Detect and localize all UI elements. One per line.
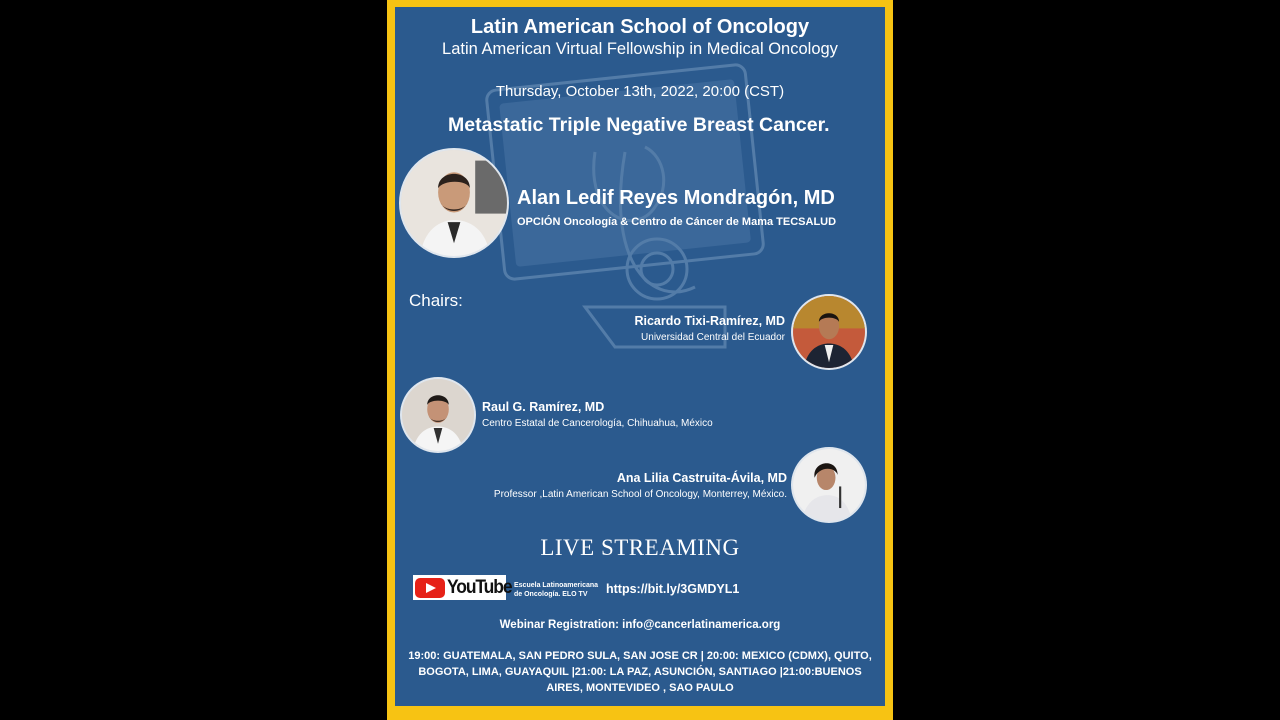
registration-info: Webinar Registration: info@cancerlatinamerica.org (499, 619, 781, 631)
school-title: Latin American School of Oncology (470, 16, 810, 38)
person-icon (793, 296, 865, 368)
youtube-icon[interactable] (413, 575, 512, 600)
chair-affiliation: Centro Estatal de Cancerología, Chihuahua, México (482, 418, 713, 429)
chair-photo (793, 296, 865, 368)
speaker-affiliation: OPCIÓN Oncología & Centro de Cáncer de Mama TECSALUD (517, 216, 837, 228)
chair-name: Raul G. Ramírez, MD (482, 400, 605, 414)
channel-name: Escuela Latinoamericana de Oncología. ELO TV (514, 582, 599, 598)
webinar-poster (387, 0, 893, 720)
chair-name: Ricardo Tixi-Ramírez, MD (634, 314, 785, 328)
person-icon (402, 379, 474, 451)
fellowship-subtitle: Latin American Virtual Fellowship in Medical Oncology (442, 40, 838, 58)
person-icon (793, 449, 865, 521)
speaker-name: Alan Ledif Reyes Mondragón, MD (517, 187, 835, 209)
chair-name: Ana Lilia Castruita-Ávila, MD (616, 471, 787, 485)
chair-photo (793, 449, 865, 521)
poster-panel (395, 7, 885, 706)
youtube-wordmark: YouTube (447, 576, 512, 598)
live-streaming-heading: LIVE STREAMING (540, 535, 740, 560)
talk-title: Metastatic Triple Negative Breast Cancer. (448, 114, 830, 136)
schedule-times: 19:00: GUATEMALA, SAN PEDRO SULA, SAN JOSE CR | 20:00: MEXICO (CDMX), QUITO, BOGOTA, LIMA, GUAYAQUIL |21:00: LA PAZ, ASUNCIÓN, SANTIAGO |21:00:BUENOS AIRES, MONTEVIDEO , SAO PAULO (408, 650, 872, 694)
event-date: Thursday, October 13th, 2022, 20:00 (CST) (495, 83, 785, 100)
person-icon (401, 150, 507, 256)
chair-photo (402, 379, 474, 451)
speaker-photo (401, 150, 507, 256)
chairs-label: Chairs: (409, 291, 463, 310)
chair-affiliation: Universidad Central del Ecuador (641, 332, 785, 343)
stream-link[interactable]: https://bit.ly/3GMDYL1 (606, 582, 740, 596)
chair-affiliation: Professor ,Latin American School of Oncology, Monterrey, México. (493, 489, 787, 500)
play-icon (415, 578, 445, 598)
